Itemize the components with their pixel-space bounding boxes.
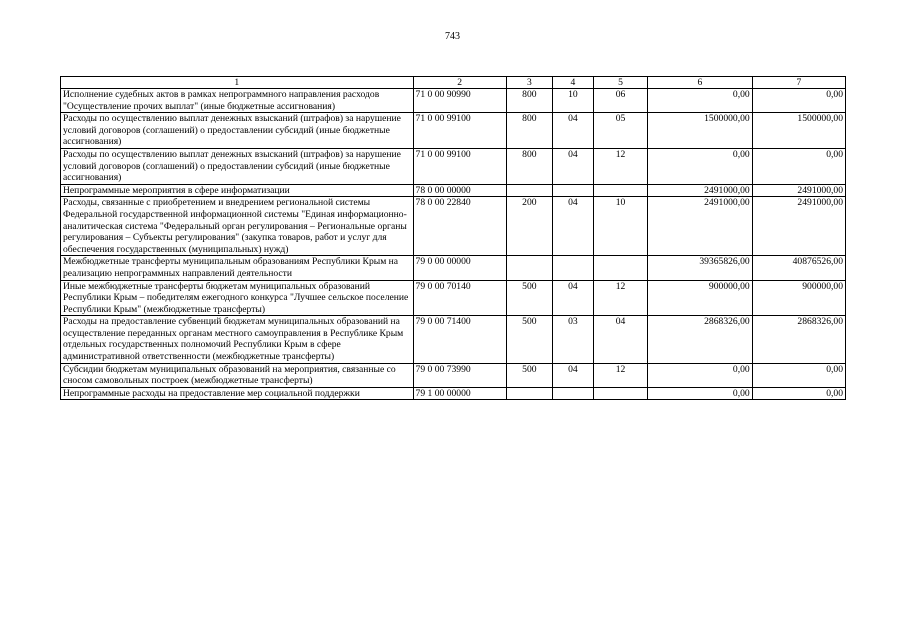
row-amount-col7: 2868326,00: [752, 316, 845, 363]
row-section: 10: [552, 89, 593, 113]
row-amount-col7: 0,00: [752, 148, 845, 184]
row-amount-col6: 0,00: [648, 363, 753, 387]
row-description: Исполнение судебных актов в рамках непрограммного направления расходов "Осуществление прочих выплат" (иные бюджетные ассигнования): [61, 89, 414, 113]
row-section: [552, 184, 593, 197]
row-section: 04: [552, 113, 593, 149]
row-subsection: [593, 387, 647, 400]
row-amount-col6: 2491000,00: [648, 184, 753, 197]
row-section: 03: [552, 316, 593, 363]
row-section: [552, 256, 593, 280]
table-row: [61, 148, 846, 184]
row-amount-col6: 0,00: [648, 387, 753, 400]
row-amount-col6: 1500000,00: [648, 113, 753, 149]
row-description: Межбюджетные трансферты муниципальным образованиям Республики Крым на реализацию непрограммных направлений деятельности: [61, 256, 414, 280]
row-amount-col6: 2491000,00: [648, 197, 753, 256]
row-expense-type: 800: [506, 89, 552, 113]
table-row: [61, 197, 846, 256]
row-expense-type: 500: [506, 280, 552, 316]
row-description: Непрограммные расходы на предоставление мер социальной поддержки: [61, 387, 414, 400]
table-row: [61, 256, 846, 280]
row-description: Непрограммные мероприятия в сфере информатизации: [61, 184, 414, 197]
header-cell: 7: [752, 77, 845, 89]
row-section: 04: [552, 280, 593, 316]
row-amount-col7: 0,00: [752, 89, 845, 113]
header-cell: 2: [413, 77, 506, 89]
row-code: 79 0 00 73990: [413, 363, 506, 387]
row-code: 79 1 00 00000: [413, 387, 506, 400]
table-header-row: [61, 77, 846, 89]
row-description: Расходы по осуществлению выплат денежных взысканий (штрафов) за нарушение условий договоров (соглашений) о предоставлении субсидий (иные бюджетные ассигнования): [61, 113, 414, 149]
row-subsection: 12: [593, 148, 647, 184]
row-section: 04: [552, 197, 593, 256]
table-row: [61, 89, 846, 113]
row-section: 04: [552, 363, 593, 387]
row-section: [552, 387, 593, 400]
row-expense-type: 500: [506, 316, 552, 363]
table-row: [61, 184, 846, 197]
row-amount-col7: 40876526,00: [752, 256, 845, 280]
row-subsection: 10: [593, 197, 647, 256]
row-expense-type: [506, 256, 552, 280]
row-amount-col6: 39365826,00: [648, 256, 753, 280]
budget-table: [60, 76, 846, 400]
row-subsection: [593, 184, 647, 197]
row-expense-type: 500: [506, 363, 552, 387]
row-code: 79 0 00 70140: [413, 280, 506, 316]
header-cell: 4: [552, 77, 593, 89]
row-amount-col7: 2491000,00: [752, 184, 845, 197]
row-amount-col6: 900000,00: [648, 280, 753, 316]
row-amount-col7: 0,00: [752, 363, 845, 387]
row-code: 71 0 00 99100: [413, 148, 506, 184]
row-amount-col7: 1500000,00: [752, 113, 845, 149]
row-subsection: [593, 256, 647, 280]
row-section: 04: [552, 148, 593, 184]
row-expense-type: 800: [506, 113, 552, 149]
row-subsection: 04: [593, 316, 647, 363]
row-description: Расходы на предоставление субвенций бюджетам муниципальных образований на осуществление переданных органам местного самоуправления в Республике Крым отдельных государственных полномочий Республики Крым в сфере административной ответственности (межбюджетные трансферты): [61, 316, 414, 363]
row-subsection: 05: [593, 113, 647, 149]
row-subsection: 12: [593, 280, 647, 316]
header-cell: 5: [593, 77, 647, 89]
row-amount-col7: 0,00: [752, 387, 845, 400]
row-code: 79 0 00 00000: [413, 256, 506, 280]
row-expense-type: [506, 184, 552, 197]
table-row: [61, 363, 846, 387]
row-amount-col7: 900000,00: [752, 280, 845, 316]
row-code: 78 0 00 22840: [413, 197, 506, 256]
row-expense-type: 800: [506, 148, 552, 184]
table-row: [61, 387, 846, 400]
header-cell: 6: [648, 77, 753, 89]
row-amount-col7: 2491000,00: [752, 197, 845, 256]
row-code: 79 0 00 71400: [413, 316, 506, 363]
row-code: 71 0 00 90990: [413, 89, 506, 113]
row-expense-type: 200: [506, 197, 552, 256]
table-row: [61, 316, 846, 363]
table-row: [61, 280, 846, 316]
row-code: 71 0 00 99100: [413, 113, 506, 149]
row-description: Расходы, связанные с приобретением и внедрением региональной системы Федеральной государственной информационной системы "Единая информационно-аналитическая система "Федеральный орган регулирования – Региональные органы регулирования – Субъекты регулирования" (закупка товаров, работ и услуг для обеспечения государственных (муниципальных) нужд): [61, 197, 414, 256]
row-expense-type: [506, 387, 552, 400]
row-subsection: 12: [593, 363, 647, 387]
row-description: Иные межбюджетные трансферты бюджетам муниципальных образований Республики Крым – победителям ежегодного конкурса "Лучшее сельское поселение Республики Крым" (межбюджетные трансферты): [61, 280, 414, 316]
row-description: Расходы по осуществлению выплат денежных взысканий (штрафов) за нарушение условий договоров (соглашений) о предоставлении субсидий (иные бюджетные ассигнования): [61, 148, 414, 184]
page-number: 743: [445, 31, 460, 42]
row-amount-col6: 0,00: [648, 89, 753, 113]
row-amount-col6: 2868326,00: [648, 316, 753, 363]
header-cell: 3: [506, 77, 552, 89]
row-amount-col6: 0,00: [648, 148, 753, 184]
table-row: [61, 113, 846, 149]
row-code: 78 0 00 00000: [413, 184, 506, 197]
row-description: Субсидии бюджетам муниципальных образований на мероприятия, связанные со сносом самовольных построек (межбюджетные трансферты): [61, 363, 414, 387]
row-subsection: 06: [593, 89, 647, 113]
header-cell: 1: [61, 77, 414, 89]
